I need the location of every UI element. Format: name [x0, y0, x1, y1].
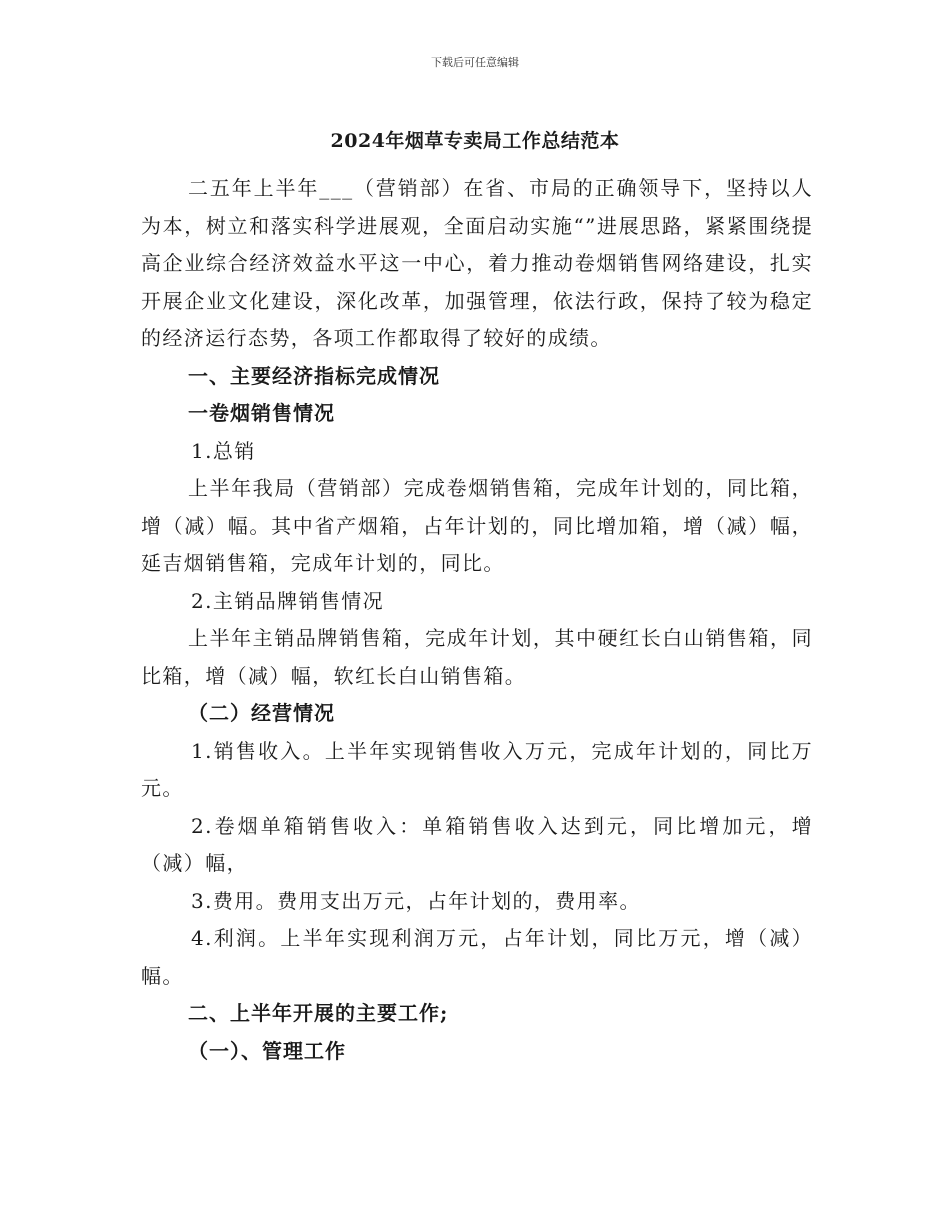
section-heading-1: 一、主要经济指标完成情况 — [188, 363, 440, 388]
header-note: 下载后可任意编辑 — [431, 56, 519, 69]
operation-item-revenue: 1.销售收入。上半年实现销售收入万元，完成年计划的，同比万元。 — [141, 738, 813, 800]
brand-sales-paragraph: 上半年主销品牌销售箱，完成年计划，其中硬红长白山销售箱，同比箱，增（减）幅，软红长白山销售箱。 — [141, 626, 813, 688]
subsection-heading-2: （二）经营情况 — [188, 701, 335, 725]
document-body — [141, 170, 813, 1070]
list-item-brand-sales: 2.主销品牌销售情况 — [191, 588, 385, 613]
subsection-heading-management: （一）、管理工作 — [188, 1038, 346, 1063]
subsection-heading-1: 一卷烟销售情况 — [188, 401, 335, 425]
operation-item-unit-revenue: 2.卷烟单箱销售收入：单箱销售收入达到元，同比增加元，增（减）幅， — [141, 813, 813, 875]
operation-item-profit: 4.利润。上半年实现利润万元，占年计划，同比万元，增（减）幅。 — [141, 926, 813, 988]
list-item-total-sales: 1.总销 — [191, 438, 256, 463]
total-sales-paragraph: 上半年我局（营销部）完成卷烟销售箱，完成年计划的，同比箱，增（减）幅。其中省产烟箱，占年计划的，同比增加箱，增（减）幅，延吉烟销售箱，完成年计划的，同比。 — [141, 476, 813, 575]
operation-item-cost: 3.费用。费用支出万元，占年计划的，费用率。 — [191, 888, 641, 913]
section-heading-2: 二、上半年开展的主要工作; — [188, 1001, 449, 1025]
document-title: 2024年烟草专卖局工作总结范本 — [330, 130, 620, 152]
intro-paragraph: 二五年上半年___（营销部）在省、市局的正确领导下，坚持以人为本，树立和落实科学进展观，全面启动实施“”进展思路，紧紧围绕提高企业综合经济效益水平这一中心，着力推动卷烟销售网络建设，扎实开展企业文化建设，深化改革，加强管理，依法行政，保持了较为稳定的经济运行态势，各项工作都取得了较好的成绩。 — [141, 176, 813, 350]
